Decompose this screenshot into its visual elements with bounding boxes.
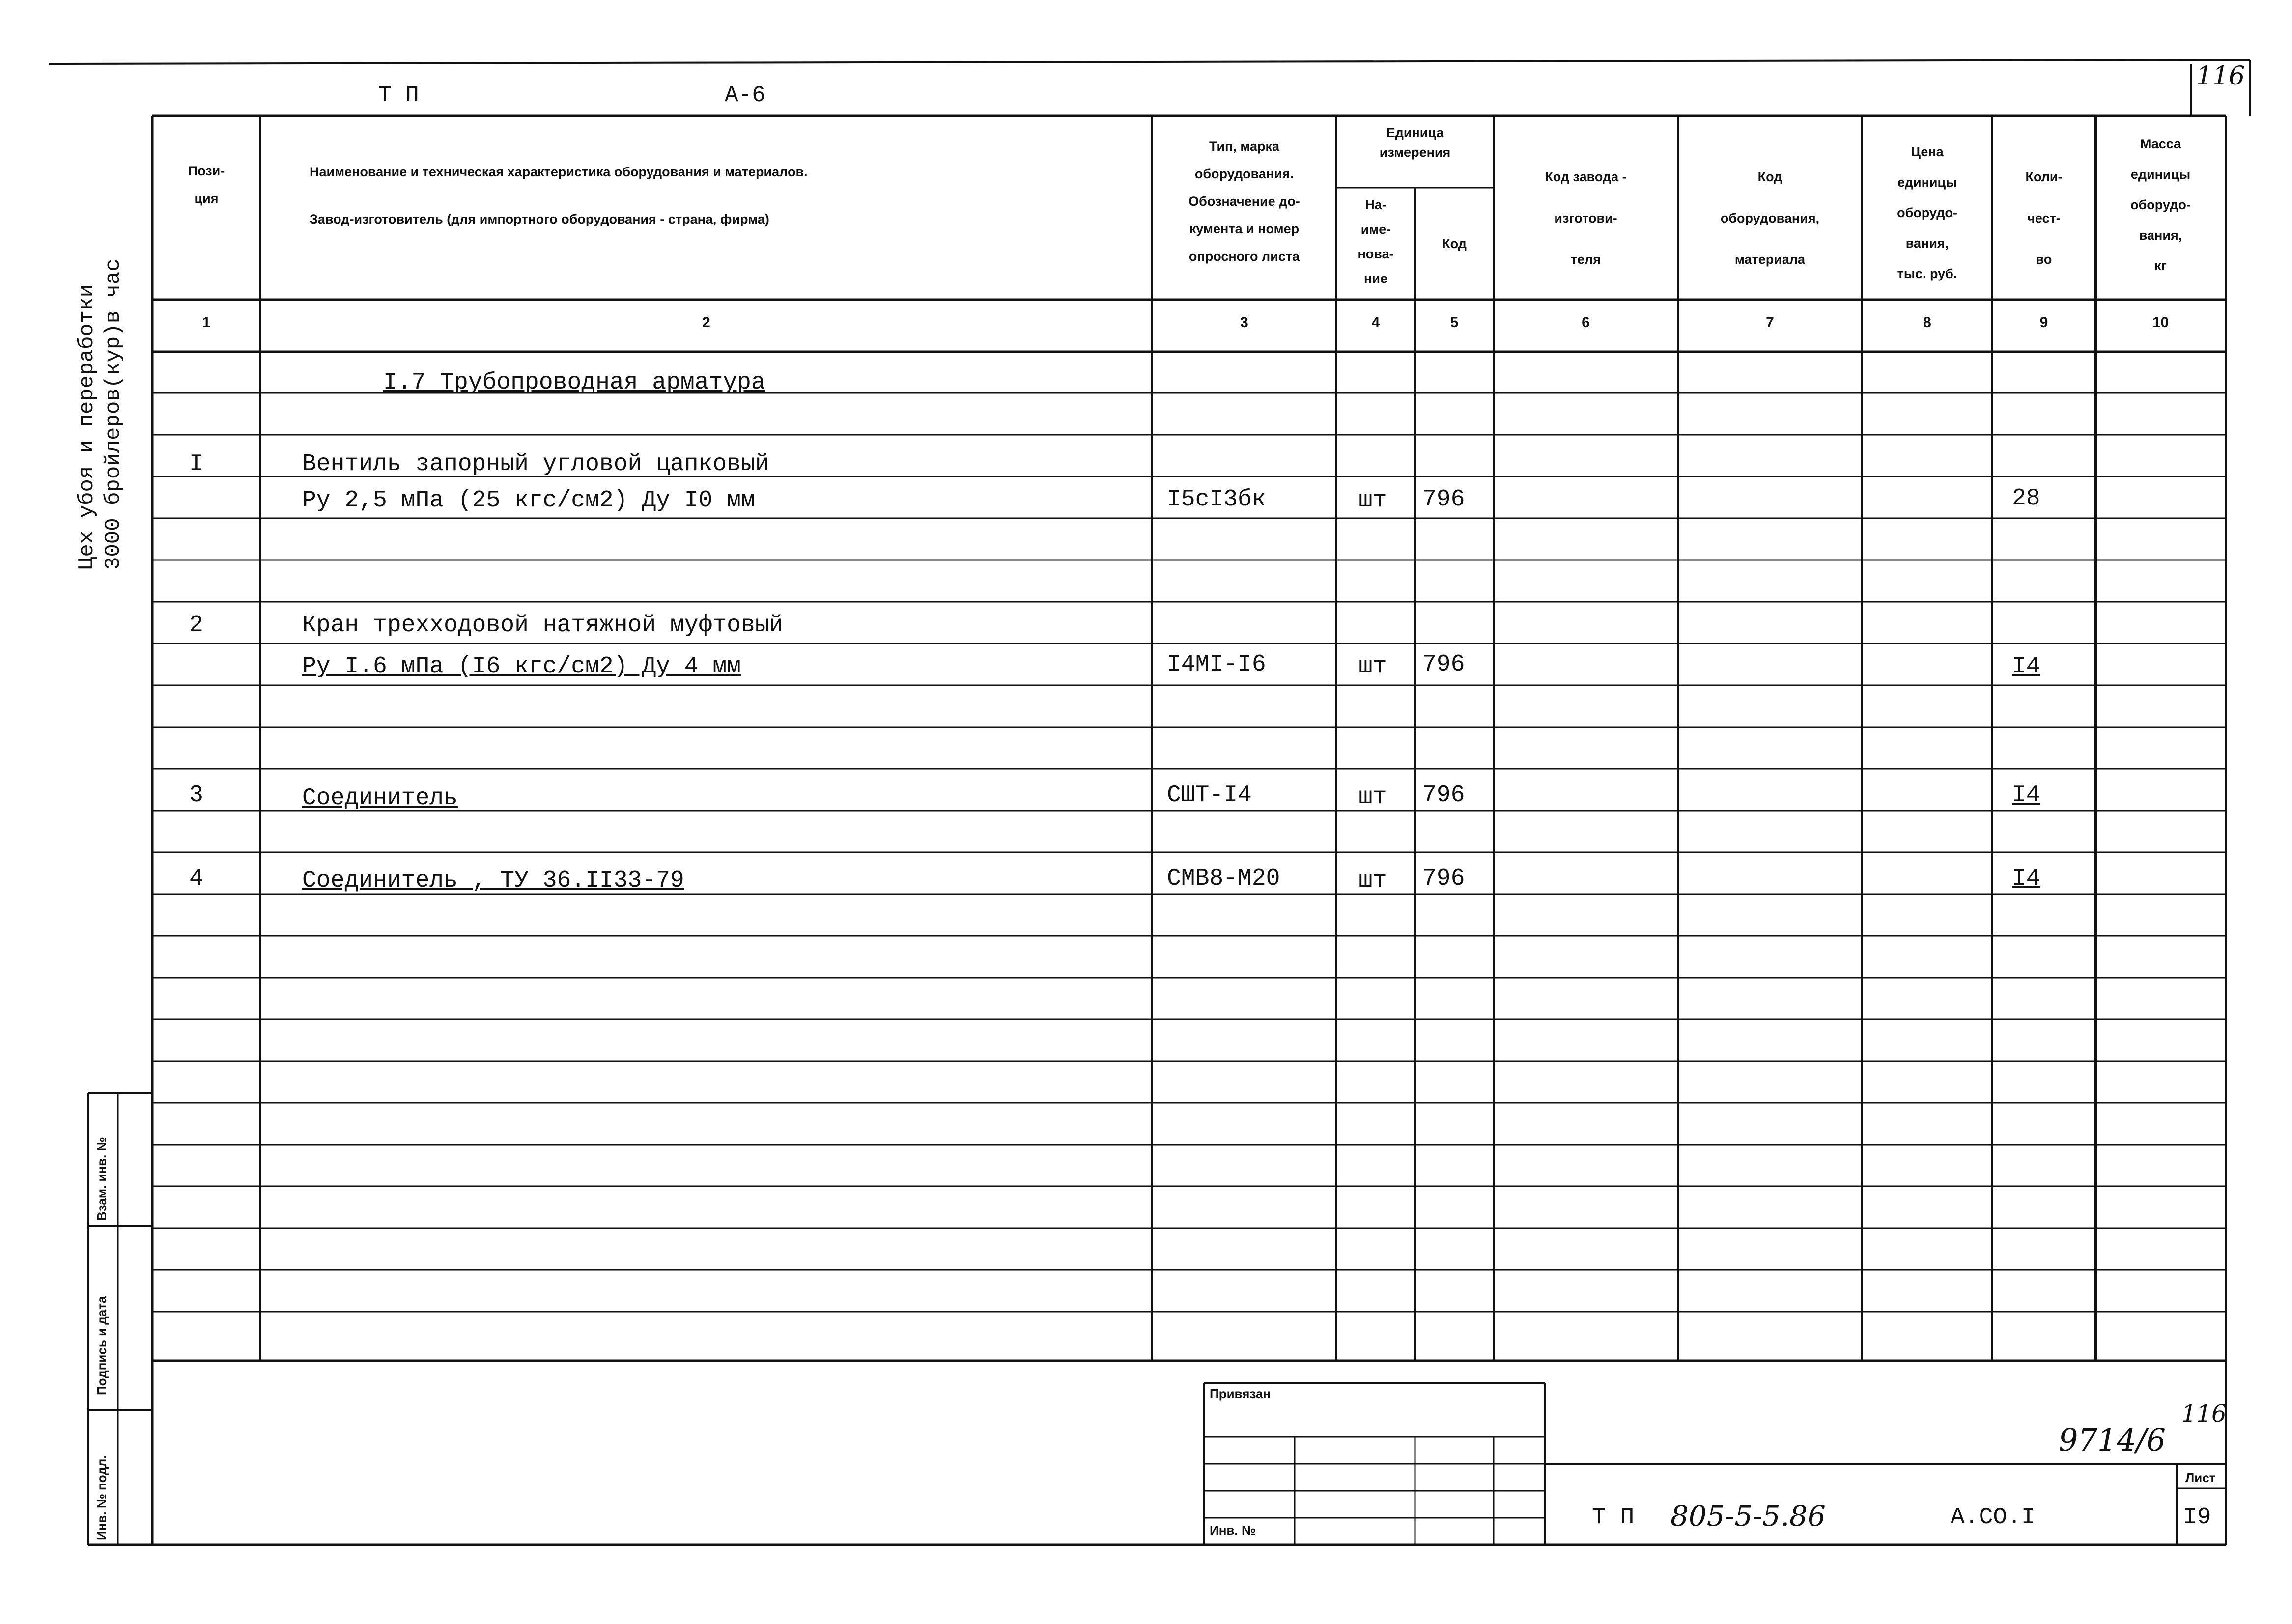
archive-number: 9714/6 bbox=[2059, 1422, 2166, 1458]
item-2-pos: 2 bbox=[189, 612, 203, 639]
header-col-4: На- име- нова- ние bbox=[1358, 197, 1394, 286]
side-title-line1: Цех убоя и переработки bbox=[75, 284, 99, 570]
item-2-name2: Ру I.6 мПа (I6 кгс/см2) Ду 4 мм bbox=[302, 653, 741, 680]
item-3-type: СШТ-I4 bbox=[1167, 782, 1252, 809]
album-label: А-6 bbox=[725, 83, 765, 108]
item-4-code: 796 bbox=[1422, 866, 1465, 892]
colnum-8: 8 bbox=[1923, 314, 1931, 331]
doc-code-handwritten: 805-5-5.86 bbox=[1670, 1499, 1826, 1533]
item-1-unit: шт bbox=[1358, 487, 1387, 514]
item-3-name1: Соединитель bbox=[302, 785, 458, 812]
item-3-code: 796 bbox=[1422, 782, 1465, 809]
item-1-qty: 28 bbox=[2012, 485, 2040, 512]
list-label: Лист bbox=[2185, 1470, 2216, 1485]
section-title: I.7 Трубопроводная арматура bbox=[383, 369, 765, 396]
item-4-unit: шт bbox=[1358, 868, 1387, 894]
doc-mark: А.СО.I bbox=[1951, 1504, 2036, 1531]
colnum-9: 9 bbox=[2039, 314, 2048, 331]
header-col-1: Пози- ция bbox=[188, 164, 225, 206]
list-number: I9 bbox=[2183, 1504, 2211, 1531]
item-2-qty: I4 bbox=[2012, 653, 2040, 680]
colnum-2: 2 bbox=[702, 314, 710, 331]
header-col-6: Код завода - изготови- теля bbox=[1545, 169, 1627, 267]
header-col-3: Тип, марка оборудования. Обозначение до- кумента и номер опросного листа bbox=[1188, 139, 1300, 264]
archive-sup: 116 bbox=[2181, 1400, 2227, 1428]
item-1-name2: Ру 2,5 мПа (25 кгс/см2) Ду I0 мм bbox=[302, 487, 755, 514]
colnum-10: 10 bbox=[2152, 314, 2169, 331]
item-2-code: 796 bbox=[1422, 651, 1465, 678]
item-4-name1: Соединитель , ТУ 36.II33-79 bbox=[302, 868, 684, 894]
side-title-line2: 3000 бройлеров(кур)в час bbox=[101, 258, 126, 570]
stamp-inv-podl: Инв. № подл. bbox=[94, 1455, 109, 1540]
colnum-5: 5 bbox=[1450, 314, 1459, 331]
series-label: Т П bbox=[378, 83, 419, 108]
colnum-7: 7 bbox=[1766, 314, 1774, 331]
sheet-corner-number: 116 bbox=[2196, 61, 2245, 91]
stamp-vzam-inv: Взам. инв. № bbox=[94, 1137, 109, 1221]
item-2-unit: шт bbox=[1358, 653, 1387, 680]
header-col-7: Код оборудования, материала bbox=[1720, 169, 1820, 267]
stamp-podpis-data: Подпись и дата bbox=[94, 1296, 109, 1395]
header-col-2: Наименование и техническая характеристика оборудования и материалов. Завод-изготовитель (для импортного оборудования - страна, фирма) bbox=[310, 165, 808, 226]
item-2-name1: Кран трехходовой натяжной муфтовый bbox=[302, 612, 784, 639]
colnum-3: 3 bbox=[1240, 314, 1248, 331]
privyazan-label: Привязан bbox=[1210, 1386, 1271, 1401]
item-4-type: СМВ8-М20 bbox=[1167, 866, 1280, 892]
item-3-unit: шт bbox=[1358, 784, 1387, 811]
item-4-qty: I4 bbox=[2012, 866, 2040, 892]
item-2-type: I4МI-I6 bbox=[1167, 651, 1266, 678]
side-title bbox=[74, 258, 127, 570]
header-col-8: Цена единицы оборудо- вания, тыс. руб. bbox=[1897, 144, 1957, 281]
doc-code: Т П bbox=[1592, 1504, 1635, 1531]
item-4-pos: 4 bbox=[189, 866, 203, 892]
header-col-9: Коли- чест- во bbox=[2025, 169, 2063, 267]
item-3-pos: 3 bbox=[189, 782, 203, 809]
header-col-10: Масса единицы оборудо- вания, кг bbox=[2130, 137, 2191, 273]
colnum-4: 4 bbox=[1371, 314, 1380, 331]
header-col-5: Код bbox=[1442, 236, 1467, 251]
item-1-name1: Вентиль запорный угловой цапковый bbox=[302, 451, 769, 477]
item-1-code: 796 bbox=[1422, 486, 1465, 513]
item-3-qty: I4 bbox=[2012, 782, 2040, 809]
header-unit-group: Единица измерения bbox=[1379, 125, 1451, 160]
colnum-1: 1 bbox=[202, 314, 211, 331]
item-1-type: I5сI3бк bbox=[1167, 486, 1266, 513]
inv-no-label: Инв. № bbox=[1210, 1523, 1256, 1538]
colnum-6: 6 bbox=[1582, 314, 1590, 331]
item-1-pos: I bbox=[189, 451, 203, 477]
